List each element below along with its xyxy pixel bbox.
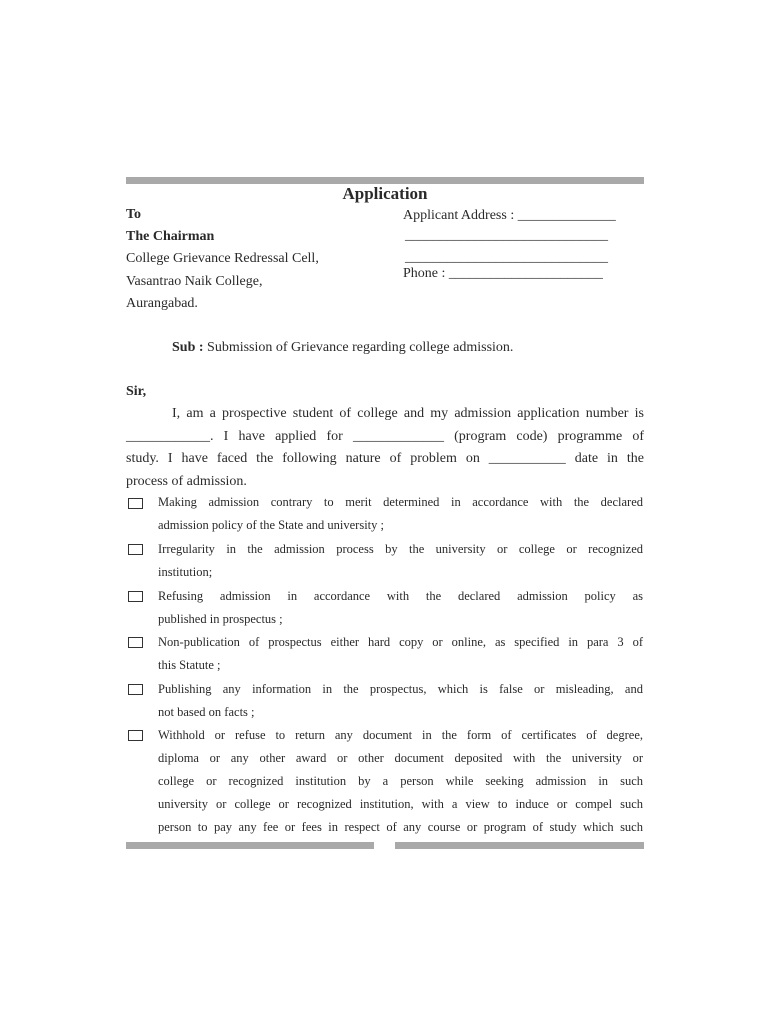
option-checkbox-5[interactable] bbox=[128, 684, 143, 695]
salutation: Sir, bbox=[126, 384, 147, 399]
option-checkbox-3[interactable] bbox=[128, 591, 143, 602]
phone-field[interactable]: Phone : ______________________ bbox=[403, 266, 603, 281]
option-6-line-4: university or college or recognized institution, with a view to induce or compel such bbox=[158, 797, 643, 811]
option-6-line-5: person to pay any fee or fees in respect of any course or program of study which such bbox=[158, 820, 643, 834]
option-checkbox-6[interactable] bbox=[128, 730, 143, 741]
top-rule bbox=[126, 177, 644, 184]
option-6-line-3: college or recognized institution by a person while seeking admission in such bbox=[158, 774, 643, 788]
option-2-line-2: institution; bbox=[158, 565, 213, 579]
option-3-line-2: published in prospectus ; bbox=[158, 612, 283, 626]
bottom-rule-left bbox=[126, 842, 374, 849]
option-1-line-1: Making admission contrary to merit determined in accordance with the declared bbox=[158, 495, 643, 509]
page-title: Application bbox=[342, 184, 428, 203]
option-6-line-2: diploma or any other award or other document deposited with the university or bbox=[158, 751, 643, 765]
applicant-address-line-3[interactable]: _____________________________ bbox=[405, 250, 608, 265]
address-line-1: College Grievance Redressal Cell, bbox=[126, 251, 319, 266]
body-line-2: ____________. I have applied for _____________ (program code) programme of bbox=[126, 428, 644, 444]
option-2-line-1: Irregularity in the admission process by the university or college or recognized bbox=[158, 542, 643, 556]
option-checkbox-1[interactable] bbox=[128, 498, 143, 509]
option-6-line-1: Withhold or refuse to return any document in the form of certificates of degree, bbox=[158, 728, 643, 742]
option-2 bbox=[158, 538, 643, 584]
option-4 bbox=[158, 631, 643, 677]
address-line-3: Aurangabad. bbox=[126, 296, 198, 311]
subject-text: Submission of Grievance regarding college admission. bbox=[203, 340, 514, 355]
bottom-rule-right bbox=[395, 842, 644, 849]
applicant-address-field[interactable]: Applicant Address : ______________ bbox=[403, 208, 616, 223]
option-4-line-1: Non-publication of prospectus either hard copy or online, as specified in para 3 of bbox=[158, 635, 643, 649]
option-checkbox-4[interactable] bbox=[128, 637, 143, 648]
option-5-line-2: not based on facts ; bbox=[158, 705, 255, 719]
subject-label: Sub : bbox=[172, 340, 204, 355]
option-5 bbox=[158, 678, 643, 724]
option-1 bbox=[158, 491, 643, 537]
body-line-1: I, am a prospective student of college and my admission application number is bbox=[172, 406, 644, 421]
subject-line bbox=[172, 340, 513, 356]
applicant-address-line-2[interactable]: _____________________________ bbox=[405, 228, 608, 243]
body-line-3: study. I have faced the following nature of problem on ___________ date in the bbox=[126, 451, 644, 466]
body-paragraph bbox=[126, 403, 644, 493]
chairman-label: The Chairman bbox=[126, 229, 215, 244]
option-6 bbox=[158, 724, 643, 839]
to-label: To bbox=[126, 207, 142, 222]
option-3 bbox=[158, 585, 643, 631]
option-4-line-2: this Statute ; bbox=[158, 658, 221, 672]
option-3-line-1: Refusing admission in accordance with the declared admission policy as bbox=[158, 589, 643, 603]
body-line-4: process of admission. bbox=[126, 473, 247, 489]
address-line-2: Vasantrao Naik College, bbox=[126, 274, 263, 289]
option-5-line-1: Publishing any information in the prospectus, which is false or misleading, and bbox=[158, 682, 643, 696]
option-1-line-2: admission policy of the State and university ; bbox=[158, 518, 385, 532]
option-checkbox-2[interactable] bbox=[128, 544, 143, 555]
